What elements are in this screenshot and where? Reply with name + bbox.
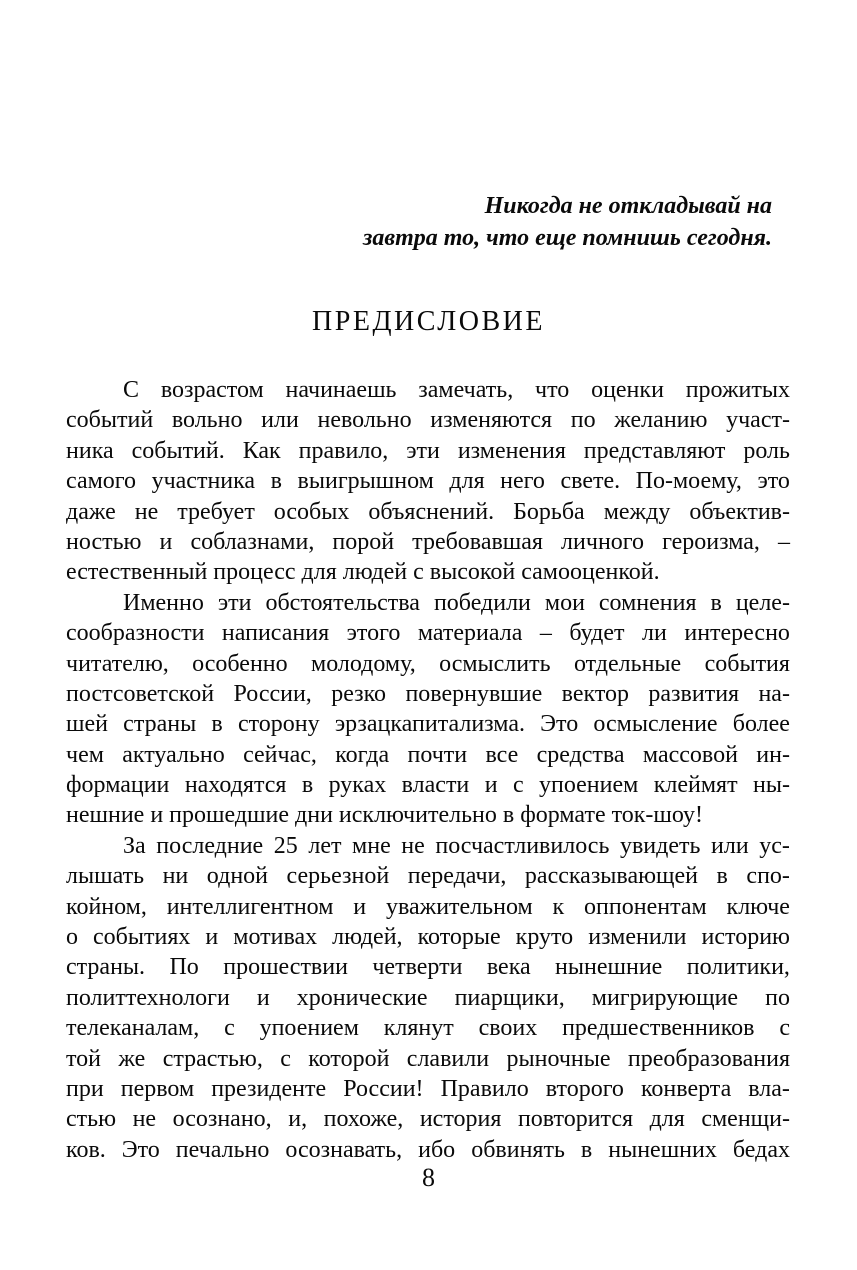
- paragraph-2-line-1: Именно эти обстоятельства победили мои сомнения в целе-: [123, 589, 790, 616]
- epigraph-line-1: Никогда не откладывай на: [484, 193, 772, 219]
- body-text: [66, 375, 790, 1165]
- paragraph-1-line-7: естественный процесс для людей с высокой самооценкой.: [66, 559, 660, 586]
- paragraph-2-line-4: постсоветской России, резко повернувшие вектор развития на-: [66, 680, 790, 707]
- paragraph-3-line-7: телеканалам, с упоением клянут своих предшественников с: [66, 1015, 790, 1042]
- chapter-title: ПРЕДИСЛОВИЕ: [312, 306, 545, 337]
- paragraph-3-line-10: стью не осознано, и, похоже, история повторится для сменщи-: [66, 1106, 790, 1133]
- paragraph-2-line-2: сообразности написания этого материала – будет ли интересно: [66, 620, 790, 647]
- paragraph-3-line-3: койном, интеллигентном и уважительном к оппонентам ключе: [66, 893, 790, 920]
- paragraph-1-line-6: ностью и соблазнами, порой требовавшая личного героизма, –: [66, 528, 790, 555]
- paragraph-3-line-1: За последние 25 лет мне не посчастливилось увидеть или ус-: [123, 832, 790, 859]
- paragraph-1-line-2: событий вольно или невольно изменяются по желанию участ-: [66, 407, 790, 434]
- paragraph-2-line-5: шей страны в сторону эрзацкапитализма. Это осмысление более: [66, 711, 790, 738]
- paragraph-1-line-5: даже не требует особых объяснений. Борьба между объектив-: [66, 498, 790, 525]
- paragraph-1-line-3: ника событий. Как правило, эти изменения представляют роль: [66, 437, 790, 464]
- paragraph-3-line-2: лышать ни одной серьезной передачи, рассказывающей в спо-: [66, 863, 790, 890]
- paragraph-3-line-8: той же страстью, с которой славили рыночные преобразования: [66, 1045, 790, 1072]
- paragraph-2-line-8: нешние и прошедшие дни исключительно в формате ток-шоу!: [66, 802, 703, 829]
- epigraph-line-2: завтра то, что еще помнишь сегодня.: [363, 225, 772, 251]
- paragraph-2-line-3: читателю, особенно молодому, осмыслить отдельные события: [66, 650, 790, 677]
- paragraph-1-line-4: самого участника в выигрышном для него свете. По-моему, это: [66, 468, 790, 495]
- paragraph-3-line-5: страны. По прошествии четверти века нынешние политики,: [66, 954, 790, 981]
- paragraph-3-line-4: о событиях и мотивах людей, которые круто изменили историю: [66, 924, 790, 951]
- paragraph-2-line-6: чем актуально сейчас, когда почти все средства массовой ин-: [66, 741, 790, 768]
- paragraph-3-line-11: ков. Это печально осознавать, ибо обвинять в нынешних бедах: [66, 1136, 790, 1163]
- paragraph-3-line-9: при первом президенте России! Правило второго конверта вла-: [66, 1075, 790, 1102]
- paragraph-1-line-1: С возрастом начинаешь замечать, что оценки прожитых: [123, 377, 790, 403]
- paragraph-2-line-7: формации находятся в руках власти и с упоением клеймят ны-: [66, 772, 790, 799]
- epigraph: [363, 190, 772, 254]
- paragraph-3-line-6: политтехнологи и хронические пиарщики, мигрирующие по: [66, 984, 790, 1011]
- page-number: 8: [422, 1163, 435, 1192]
